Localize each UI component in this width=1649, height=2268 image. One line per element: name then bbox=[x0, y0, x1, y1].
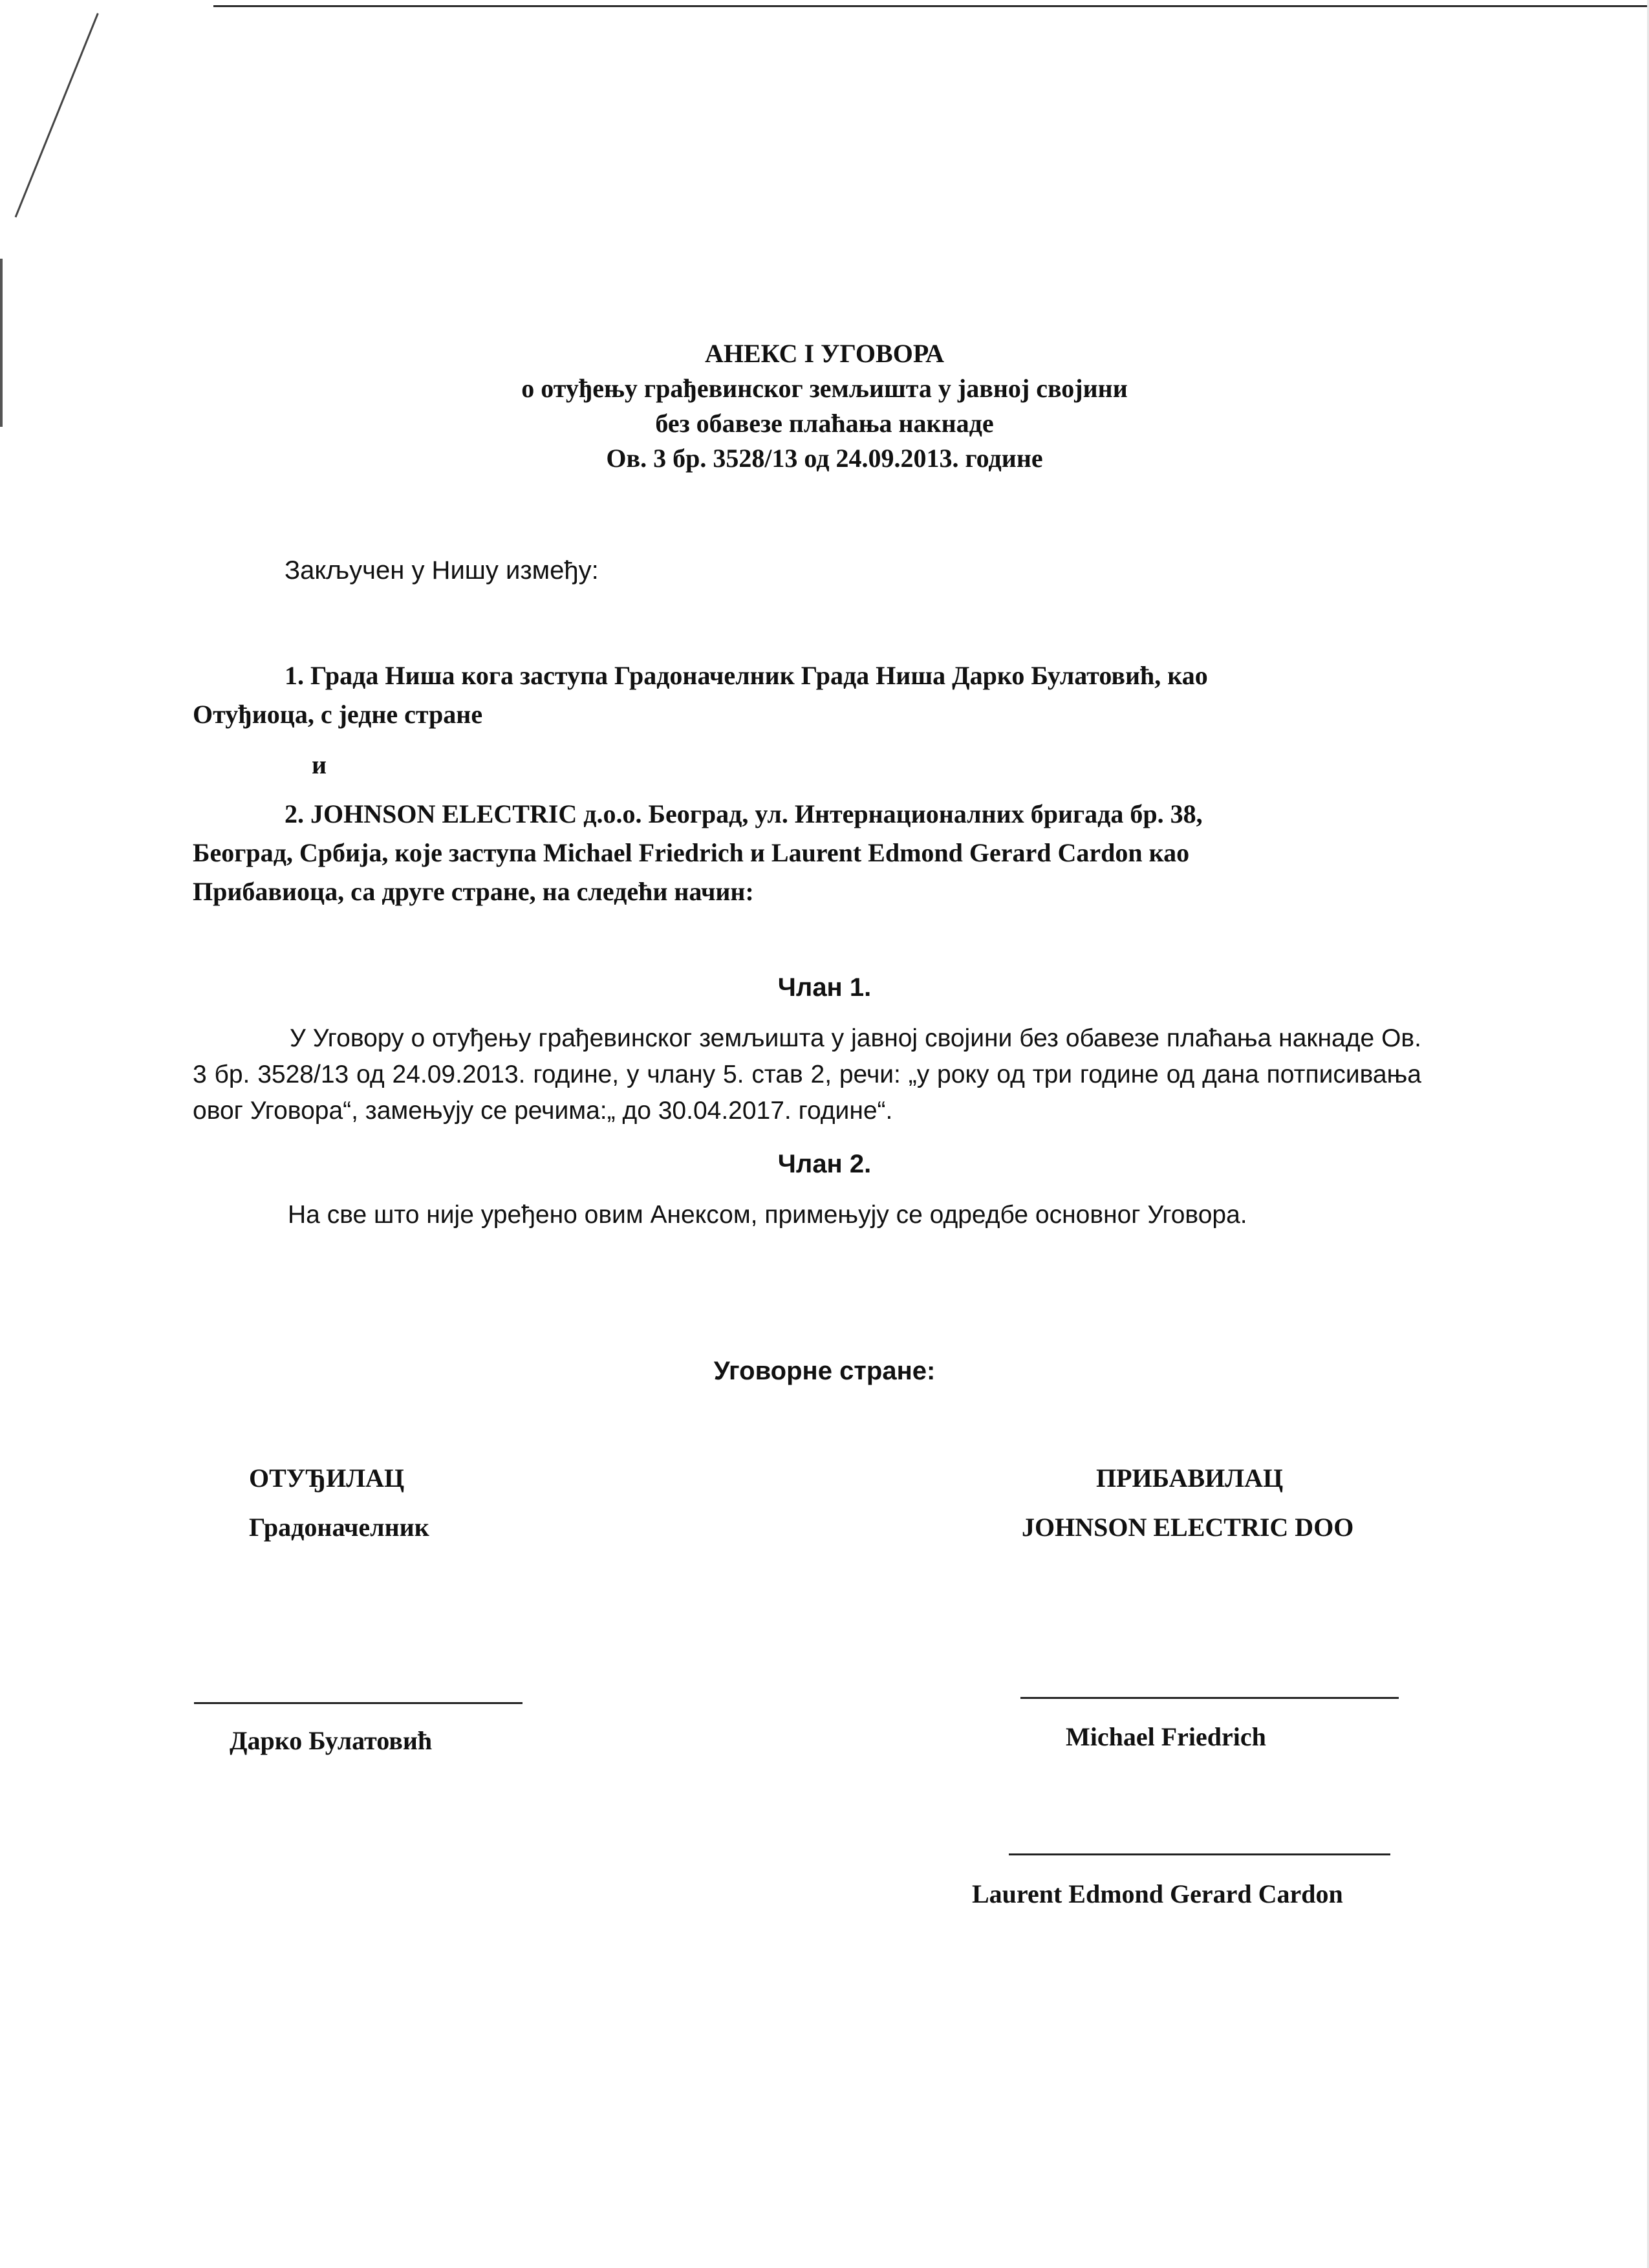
left-signature-line bbox=[194, 1702, 523, 1704]
article-1-title: Члан 1. bbox=[777, 973, 872, 1002]
scan-edge-top bbox=[213, 5, 1649, 7]
left-signatory: Дарко Булатовић bbox=[230, 1726, 433, 1755]
party1-line-2: Отуђиоца, с једне стране bbox=[193, 700, 483, 729]
title-line-2: о отуђењу грађевинског земљишта у јавној својини bbox=[521, 374, 1128, 403]
article-1-text: У Уговору о отуђењу грађевинског земљишта у јавној својини без обавезе плаћања накнаде Ов. 3 бр. 3528/13 од 24.09.2013. године, у члану 5. став 2, речи: „у року од три године од дана потписивања овог Уговора“, замењују се речима:„ до 30.04.2017. године“. bbox=[193, 1024, 1421, 1125]
parties-heading: Уговорне стране: bbox=[713, 1357, 936, 1385]
right-signature-line-1 bbox=[1020, 1697, 1399, 1699]
concluded-text: Закључен у Нишу између: bbox=[285, 556, 599, 585]
party2-line-1: 2. JOHNSON ELECTRIC д.о.о. Београд, ул. Интернационалних бригада бр. 38, bbox=[285, 799, 1203, 828]
party2-line-3: Прибавиоца, са друге стране, на следећи начин: bbox=[193, 877, 754, 906]
left-role: ОТУЂИЛАЦ bbox=[249, 1463, 405, 1493]
title-line-4: Ов. 3 бр. 3528/13 од 24.09.2013. године bbox=[606, 444, 1043, 473]
right-signatory-1: Michael Friedrich bbox=[1066, 1722, 1266, 1751]
title-line-3: без обавезе плаћања накнаде bbox=[655, 409, 994, 438]
right-signature-line-2 bbox=[1009, 1853, 1390, 1855]
scan-fold-mark bbox=[15, 13, 99, 217]
party2-line-2: Београд, Србија, које заступа Michael Friedrich и Laurent Edmond Gerard Cardon као bbox=[193, 838, 1190, 867]
party1-line-1: 1. Града Ниша кога заступа Градоначелник Града Ниша Дарко Булатовић, као bbox=[285, 661, 1208, 690]
right-role: ПРИБАВИЛАЦ bbox=[1096, 1463, 1284, 1493]
left-title: Градоначелник bbox=[249, 1513, 429, 1542]
title-line-1: АНЕКС I УГОВОРА bbox=[704, 339, 945, 368]
conjunction: и bbox=[312, 750, 327, 779]
article-2-title: Члан 2. bbox=[777, 1150, 872, 1178]
document-header bbox=[0, 336, 1649, 476]
right-company: JOHNSON ELECTRIC DOO bbox=[1022, 1513, 1354, 1542]
right-signatory-2: Laurent Edmond Gerard Cardon bbox=[972, 1879, 1343, 1908]
article-2-text: На све што није уређено овим Анексом, примењују се одредбе основног Уговора. bbox=[288, 1201, 1247, 1229]
